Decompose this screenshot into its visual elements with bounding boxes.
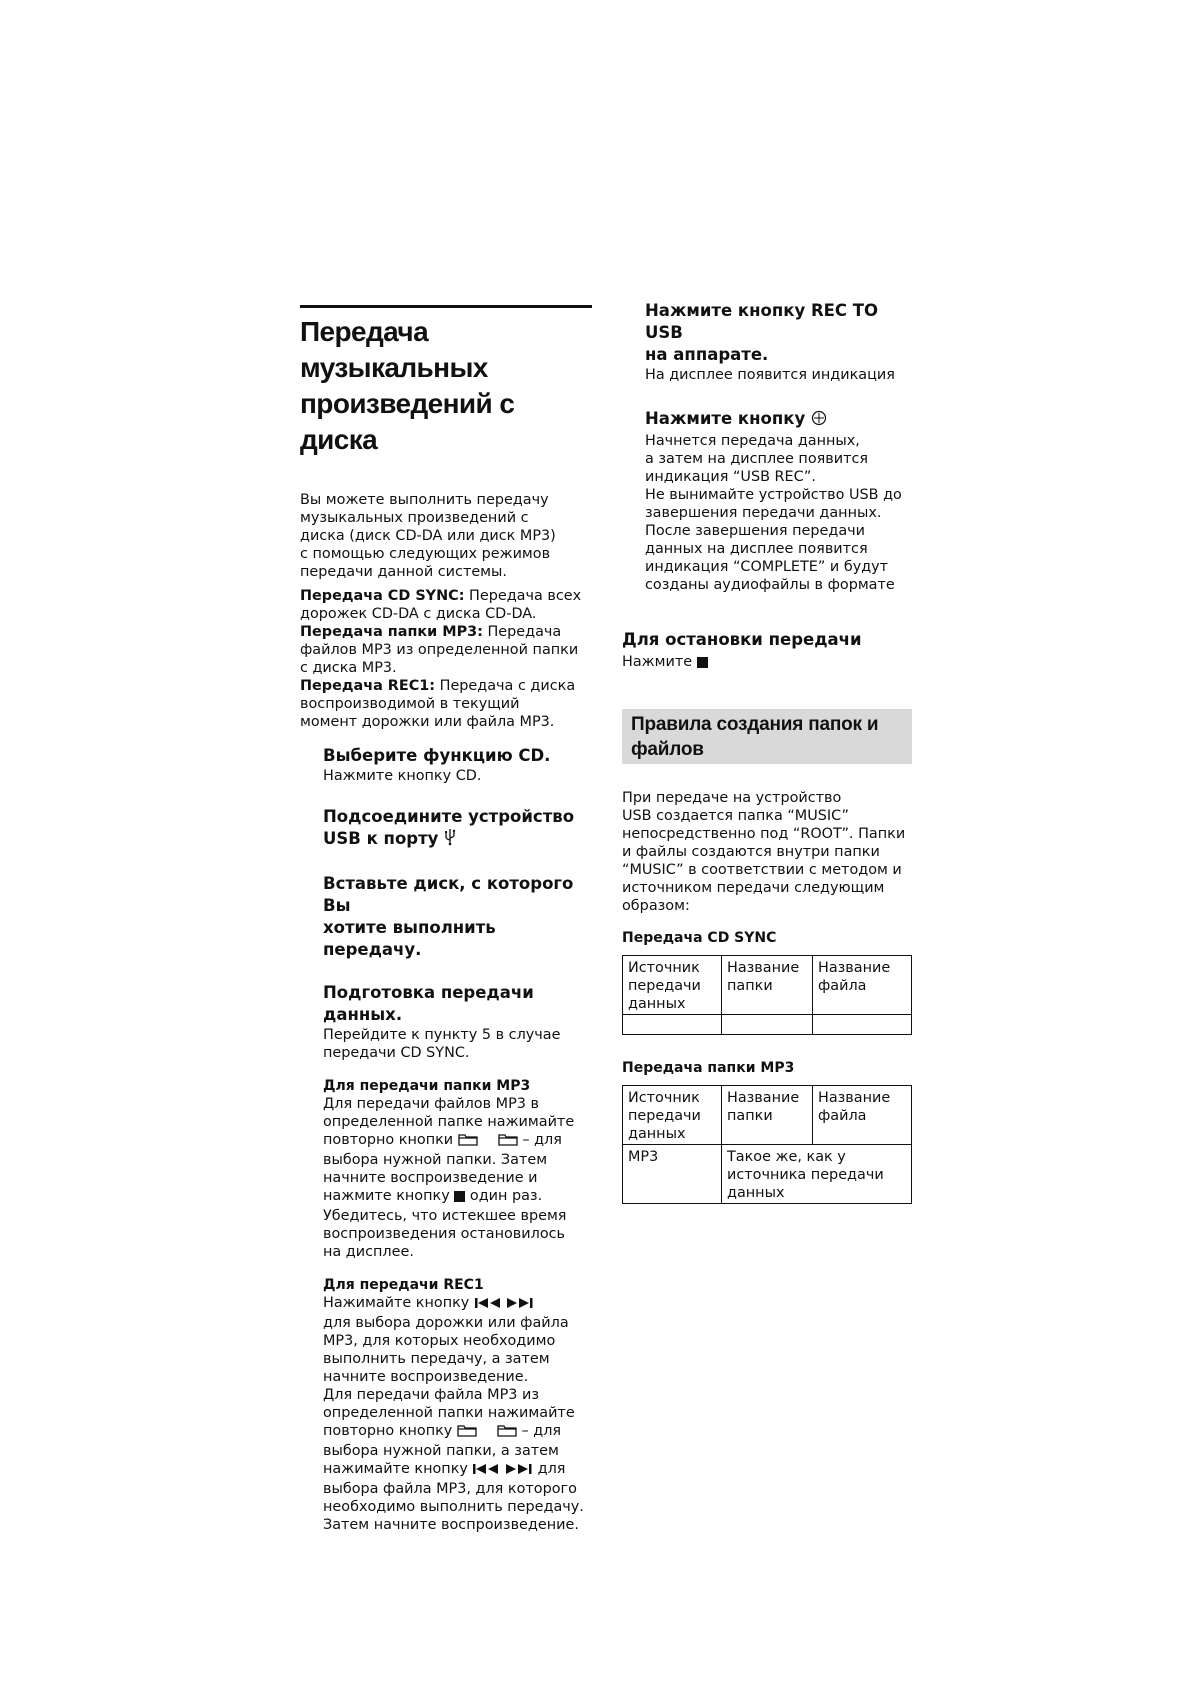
folder-icon [457,1424,477,1442]
cell-line: Название [727,960,800,976]
rec1-transfer-subheading: Для передачи REC1 [323,1277,484,1293]
intro-line: музыкальных произведений с [300,510,529,526]
cell-line: передачи [628,1108,701,1124]
cell-line: данных [628,1126,686,1142]
step-2 [323,806,592,852]
table-mp3 [622,1085,912,1204]
folder-icon [458,1133,478,1151]
intro-paragraph [300,491,592,581]
step-6-line: После завершения передачи [645,523,865,539]
rules-line: “MUSIC” в соответствии с методом и [622,862,902,878]
rules-paragraph [622,789,912,915]
cell-line: MP3 [628,1149,659,1165]
stop-icon [454,1189,465,1207]
step-4-heading [323,982,592,1026]
rules-line: источником передачи следующим [622,880,885,896]
rec1-line: определенной папки нажимайте [323,1405,575,1421]
rec1-line: повторно кнопку [323,1423,453,1439]
table-cell [813,1015,912,1035]
rules-title-line: файлов [631,739,704,760]
mode-rec1-text: воспроизводимой в текущий [300,696,520,712]
step-4-body-line: передачи CD SYNC. [323,1045,470,1061]
stop-section [622,629,912,673]
mp3-transfer-body [323,1095,592,1261]
step-6-line: индикация “COMPLETE” и будут [645,559,889,575]
rules-title-line: Правила создания папок и [631,714,879,735]
mp3-line: – для [517,1132,562,1148]
table-cell [623,1145,722,1204]
intro-line: Вы можете выполнить передачу [300,492,549,508]
table-row [623,956,912,1015]
rec1-line: выбора нужной папки, а затем [323,1443,559,1459]
table-header-cell [722,956,813,1015]
intro-line: диска (диск CD-DA или диск MP3) [300,528,556,544]
step-4-body [323,1026,592,1062]
stop-heading: Для остановки передачи [622,630,862,649]
mode-rec1-text: Передача с диска [435,678,576,694]
step-1-heading: Выберите функцию CD. [323,746,551,765]
step-3 [323,873,592,961]
step-4-heading-line: данных. [323,1005,403,1024]
step-1-body: Нажмите кнопку CD. [323,768,482,784]
table-header-cell [813,956,912,1015]
mode-mp3-label: Передача папки MP3: [300,624,483,640]
step-6-line: созданы аудиофайлы в формате [645,577,895,593]
usb-icon [444,828,456,852]
step-6-body [645,432,912,594]
next-track-icon [505,1462,533,1480]
step-6-line: индикация “USB REC”. [645,469,816,485]
rec1-line: Для передачи файла MP3 из [323,1387,540,1403]
cell-line: файла [818,1108,867,1124]
step-4-heading-line: Подготовка передачи [323,983,534,1002]
left-column [300,305,592,1534]
cell-line: папки [727,978,773,994]
rules-line: и файлы создаются внутри папки [622,844,880,860]
cell-line: источника передачи [727,1167,884,1183]
mp3-line: воспроизведения остановилось [323,1226,566,1242]
cell-line: Источник [628,960,700,976]
step-4-body-line: Перейдите к пункту 5 в случае [323,1027,561,1043]
mode-sync-text: Передача всех [464,588,582,604]
table-header-cell [623,1086,722,1145]
rec1-line: необходимо выполнить передачу. [323,1499,584,1515]
step-6-line: Не вынимайте устройство USB до [645,487,902,503]
table-header-cell [813,1086,912,1145]
cell-line: Такое же, как у [727,1149,846,1165]
mode-sync-text: дорожек CD-DA с диска CD-DA. [300,606,537,622]
title-rule [300,305,592,308]
folder-icon [497,1424,517,1442]
step-6-heading [645,408,912,432]
table-cell [722,1015,813,1035]
mode-mp3-text: с диска MP3. [300,660,397,676]
rules-line: USB создается папка “MUSIC” [622,808,849,824]
cell-line: Название [727,1090,800,1106]
rec1-line: для выбора дорожки или файла [323,1315,569,1331]
step-3-heading [323,873,592,961]
step-5-body: На дисплее появится индикация [645,367,895,383]
step-6-line: данных на дисплее появится [645,541,868,557]
mode-rec1-label: Передача REC1: [300,678,436,694]
rules-section-band [622,709,912,764]
cell-line: передачи [628,978,701,994]
mode-mp3-text: Передача [482,624,562,640]
step-5-heading-line: на аппарате. [645,345,769,364]
mp3-line: повторно кнопки [323,1132,454,1148]
rules-line: непосредственно под “ROOT”. Папки [622,826,906,842]
right-column [622,300,912,1204]
step-2-heading-line: Подсоедините устройство [323,807,575,826]
page-title [300,314,592,458]
table-cd-sync [622,955,912,1035]
step-3-heading-line: Вставьте диск, с которого Вы [323,874,574,915]
mp3-line: нажмите кнопку [323,1188,450,1204]
table-header-cell [623,956,722,1015]
cell-line: файла [818,978,867,994]
step-1 [323,745,592,785]
cell-line: папки [727,1108,773,1124]
table-row [623,1086,912,1145]
stop-body [622,653,912,673]
mode-rec1-text: момент дорожки или файла MP3. [300,714,555,730]
title-line-1: Передача музыкальных [300,316,488,383]
stop-icon [697,655,708,673]
stop-body-text: Нажмите [622,654,693,670]
mp3-line: определенной папке нажимайте [323,1114,575,1130]
step-4 [323,982,592,1534]
step-2-heading-line: USB к порту [323,829,439,848]
cell-line: данных [727,1185,785,1201]
cell-line: Источник [628,1090,700,1106]
step-5-heading [645,300,912,366]
mode-sync-label: Передача CD SYNC: [300,588,465,604]
rec1-transfer-body [323,1294,592,1534]
rec1-line: Нажимайте кнопку [323,1295,470,1311]
cell-line: Название [818,1090,891,1106]
step-6-line: Начнется передача данных, [645,433,860,449]
table-cell [722,1145,912,1204]
step-5 [645,300,912,384]
step-5-heading-line: Нажмите кнопку REC TO USB [645,301,879,342]
rec1-line: – для [516,1423,562,1439]
folder-icon [498,1133,518,1151]
rules-section-title [631,712,903,762]
rec1-line: нажимайте кнопку [323,1461,468,1477]
table-header-cell [722,1086,813,1145]
step-6-line: завершения передачи данных. [645,505,882,521]
step-6 [645,408,912,594]
rec1-line: выполнить передачу, а затем [323,1351,550,1367]
mp3-line: начните воспроизведение и [323,1170,538,1186]
rules-line: образом: [622,898,690,914]
table-row [623,1145,912,1204]
enter-circle-icon [811,410,827,432]
intro-line: с помощью следующих режимов [300,546,551,562]
step-6-line: а затем на дисплее появится [645,451,869,467]
prev-track-icon [474,1296,502,1314]
rec1-line: Затем начните воспроизведение. [323,1517,579,1533]
step-3-heading-line: хотите выполнить передачу. [323,918,496,959]
prev-track-icon [472,1462,500,1480]
rec1-line: начните воспроизведение. [323,1369,529,1385]
table-cd-sync-heading: Передача CD SYNC [622,930,777,946]
table-mp3-heading: Передача папки MP3 [622,1060,795,1076]
mp3-line: Для передачи файлов MP3 в [323,1096,539,1112]
mp3-line: на дисплее. [323,1244,414,1260]
rec1-line: выбора файла MP3, для которого [323,1481,577,1497]
rec1-line: для [533,1461,566,1477]
mp3-transfer-subheading: Для передачи папки MP3 [323,1078,531,1094]
rec1-line: MP3, для которых необходимо [323,1333,556,1349]
next-track-icon [506,1296,534,1314]
rules-line: При передаче на устройство [622,790,842,806]
intro-line: передачи данной системы. [300,564,507,580]
modes-paragraph [300,587,592,731]
step-6-heading-text: Нажмите кнопку [645,409,806,428]
step-2-heading [323,806,592,852]
mp3-line: Убедитесь, что истекшее время [323,1208,567,1224]
cell-line: Название [818,960,891,976]
mp3-line: выбора нужной папки. Затем [323,1152,548,1168]
table-cell [623,1015,722,1035]
title-line-2: произведений с диска [300,388,515,455]
cell-line: данных [628,996,686,1012]
mp3-line: один раз. [465,1188,543,1204]
table-row [623,1015,912,1035]
mode-mp3-text: файлов MP3 из определенной папки [300,642,579,658]
